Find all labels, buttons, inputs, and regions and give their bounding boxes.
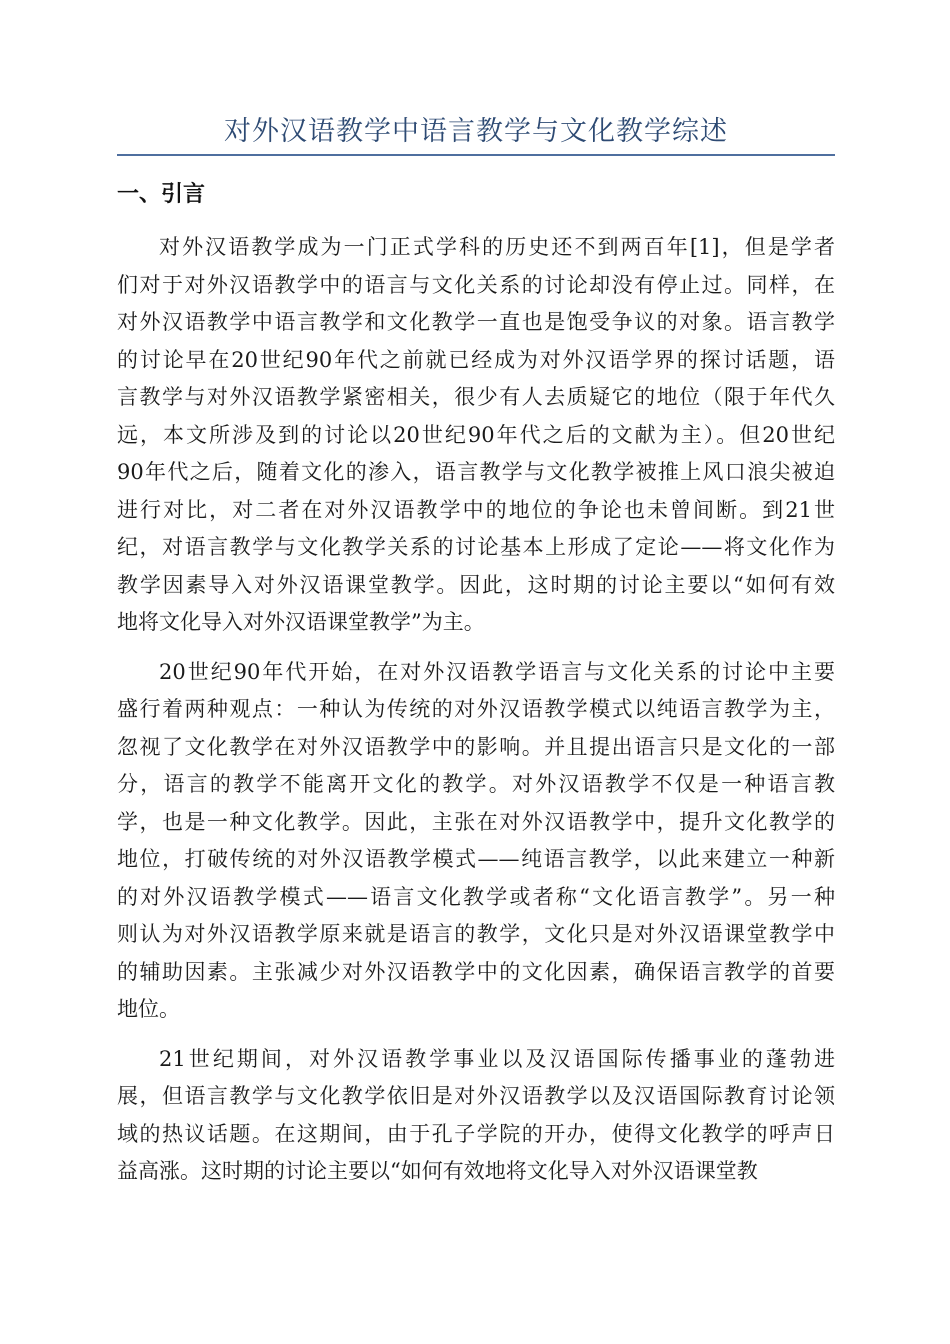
paragraph-line: 地将文化导入对外汉语课堂教学”为主。 <box>117 610 485 634</box>
paragraph-line: 进行对比，对二者在对外汉语教学中的地位的争论也未曾间断。到21世 <box>117 497 835 522</box>
paragraph-line: 地位，打破传统的对外汉语教学模式——纯语言教学，以此来建立一种新 <box>117 847 835 871</box>
paragraph-line: 则认为对外汉语教学原来就是语言的教学，文化只是对外汉语课堂教学中 <box>117 922 835 946</box>
paragraph-line: 言教学与对外汉语教学紧密相关，很少有人去质疑它的地位（限于年代久 <box>117 385 835 409</box>
paragraph-line: 20世纪90年代开始，在对外汉语教学语言与文化关系的讨论中主要 <box>159 659 835 684</box>
paragraph-line: 21世纪期间，对外汉语教学事业以及汉语国际传播事业的蓬勃进 <box>159 1046 835 1071</box>
section-heading-introduction: 一、引言 <box>117 182 206 207</box>
paragraph-line: 地位。 <box>117 997 180 1021</box>
body-paragraph <box>117 654 835 1029</box>
paragraph-line: 们对于对外汉语教学中的语言与文化关系的讨论却没有停止过。同样，在 <box>117 272 835 297</box>
body-paragraph <box>117 1041 835 1191</box>
paragraph-line: 对外汉语教学中语言教学和文化教学一直也是饱受争议的对象。语言教学 <box>117 310 835 334</box>
paragraph-line: 盛行着两种观点：一种认为传统的对外汉语教学模式以纯语言教学为主， <box>117 697 835 721</box>
paragraph-line: 教学因素导入对外汉语课堂教学。因此，这时期的讨论主要以“如何有效 <box>117 572 835 597</box>
paragraph-line: 纪，对语言教学与文化教学关系的讨论基本上形成了定论——将文化作为 <box>117 535 835 559</box>
paragraph-line: 展，但语言教学与文化教学依旧是对外汉语教学以及汉语国际教育讨论领 <box>117 1084 835 1108</box>
paragraph-line: 的对外汉语教学模式——语言文化教学或者称“文化语言教学”。另一种 <box>117 884 835 909</box>
document-title: 对外汉语教学中语言教学与文化教学综述 <box>224 116 728 147</box>
paragraph-line: 忽视了文化教学在对外汉语教学中的影响。并且提出语言只是文化的一部 <box>117 734 835 759</box>
paragraph-line: 的讨论早在20世纪90年代之前就已经成为对外汉语学界的探讨话题，语 <box>117 347 835 372</box>
document-body <box>117 229 835 1203</box>
title-underline <box>117 154 835 156</box>
paragraph-line: 90年代之后，随着文化的渗入，语言教学与文化教学被推上风口浪尖被迫 <box>117 460 835 484</box>
body-paragraph <box>117 229 835 642</box>
paragraph-line: 域的热议话题。在这期间，由于孔子学院的开办，使得文化教学的呼声日 <box>117 1121 835 1146</box>
paragraph-line: 远，本文所涉及到的讨论以20世纪90年代之后的文献为主）。但20世纪 <box>117 422 835 447</box>
paragraph-line: 对外汉语教学成为一门正式学科的历史还不到两百年[1]，但是学者 <box>159 235 835 259</box>
paragraph-line: 学，也是一种文化教学。因此，主张在对外汉语教学中，提升文化教学的 <box>117 809 835 834</box>
paragraph-line: 的辅助因素。主张减少对外汉语教学中的文化因素，确保语言教学的首要 <box>117 959 835 984</box>
paragraph-line: 益高涨。这时期的讨论主要以“如何有效地将文化导入对外汉语课堂教 <box>117 1159 758 1183</box>
paragraph-line: 分，语言的教学不能离开文化的教学。对外汉语教学不仅是一种语言教 <box>117 772 835 796</box>
